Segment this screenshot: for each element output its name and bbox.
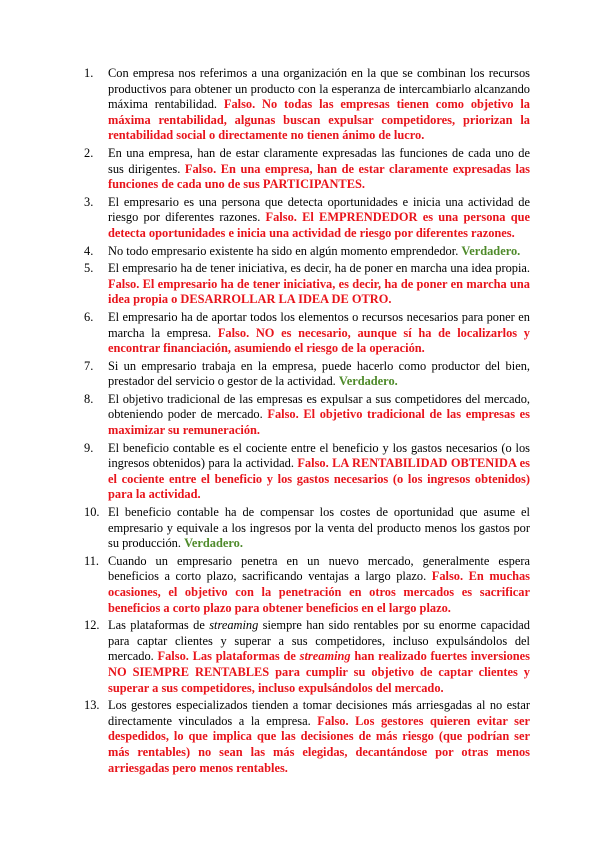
statement-text: El beneficio contable ha de compensar los costes de oportunidad que asume el empresario y equivale a los ingresos por la venta del producto menos los gastos por su producción. bbox=[108, 505, 530, 551]
answer-text-pre: Falso. Las plataformas de bbox=[157, 649, 300, 664]
statement-text-pre: Las plataformas de bbox=[108, 618, 210, 633]
list-item bbox=[84, 261, 530, 308]
answer-falso: Falso. En una empresa, han de estar claramente expresadas las funciones de cada uno de sus PARTICIPANTES. bbox=[108, 161, 530, 192]
statement-text: Si un empresario trabaja en la empresa, puede hacerlo como productor del bien, prestador del servicio o gestor de la actividad. bbox=[108, 358, 530, 389]
answer-falso: Falso. Los gestores quieren evitar ser despedidos, lo que implica que las decisiones de más riesgo (que podrían ser más rentables) no sean las más elegidas, decantándose por otras menos arriesgadas pero menos rentables. bbox=[108, 713, 530, 775]
list-item bbox=[84, 392, 530, 439]
list-item bbox=[84, 441, 530, 503]
statement-text: El empresario es una persona que detecta oportunidades e inicia una actividad de riesgo por diferentes razones. bbox=[108, 194, 530, 225]
answer-emphasis: streaming bbox=[299, 649, 351, 664]
statement-text: El empresario ha de aportar todos los elementos o recursos necesarios para poner en marcha la empresa. bbox=[108, 309, 530, 340]
statement-text-post: siempre han sido rentables por su enorme capacidad para captar clientes y superar a sus competidores, incluso expulsándolos del mercado. bbox=[108, 618, 530, 664]
answer-falso: Falso. En muchas ocasiones, el objetivo con la penetración en otros mercados es sacrificar beneficios a corto plazo para obtener beneficios en el largo plazo. bbox=[108, 569, 530, 615]
answer-falso bbox=[108, 649, 530, 694]
statement-text: No todo empresario existente ha sido en algún momento emprendedor. bbox=[108, 243, 459, 258]
list-item bbox=[84, 146, 530, 193]
item-number: 9. bbox=[84, 440, 94, 455]
item-number: 2. bbox=[84, 145, 94, 160]
answer-verdadero: Verdadero. bbox=[184, 536, 243, 551]
statement-text: Los gestores especializados tienden a tomar decisiones más arriesgadas al no estar directamente vinculados a la empresa. bbox=[108, 698, 530, 728]
statement-emphasis: streaming bbox=[209, 618, 259, 633]
item-number: 12. bbox=[84, 618, 100, 633]
item-number: 3. bbox=[84, 194, 94, 209]
list-item bbox=[84, 698, 530, 776]
statement-text: El beneficio contable es el cociente entre el beneficio y los gastos necesarios (o los ingresos obtenidos) para la actividad. bbox=[108, 440, 530, 471]
statement-text: Con empresa nos referimos a una organización en la que se combinan los recursos productivos para obtener un producto con la esperanza de intercambiarlo alcanzando máxima rentabilidad. bbox=[108, 66, 530, 112]
item-number: 6. bbox=[84, 309, 94, 324]
list-item bbox=[84, 66, 530, 144]
question-list bbox=[84, 66, 530, 776]
item-number: 1. bbox=[84, 66, 94, 80]
item-number: 5. bbox=[84, 261, 94, 276]
answer-falso: Falso. NO es necesario, aunque sí ha de localizarlos y encontrar financiación, asumiendo el riesgo de la operación. bbox=[108, 325, 530, 356]
item-number: 4. bbox=[84, 243, 94, 258]
list-item bbox=[84, 618, 530, 696]
answer-falso: Falso. El objetivo tradicional de las empresas es maximizar su remuneración. bbox=[108, 407, 531, 438]
answer-falso: Falso. El empresario ha de tener iniciativa, es decir, ha de poner en marcha una idea propia o DESARROLLAR LA IDEA DE OTRO. bbox=[108, 276, 530, 307]
answer-falso: Falso. No todas las empresas tienen como objetivo la máxima rentabilidad, algunas buscan expulsar competidores, priorizan la rentabilidad social o directamente no tienen ánimo de lucro. bbox=[108, 97, 530, 143]
answer-text-post: han realizado fuertes inversiones NO SIEMPRE RENTABLES para cumplir su objetivo de captar clientes y superar a sus competidores, incluso expulsándolos del mercado. bbox=[108, 649, 530, 695]
answer-falso: Falso. LA RENTABILIDAD OBTENIDA es el cociente entre el beneficio y los gastos necesarios (o los ingresos obtenidos) para la actividad. bbox=[108, 456, 530, 502]
list-item bbox=[84, 554, 530, 616]
item-number: 7. bbox=[84, 358, 94, 373]
list-item bbox=[84, 195, 530, 242]
answer-verdadero: Verdadero. bbox=[338, 374, 398, 389]
item-number: 11. bbox=[84, 553, 100, 568]
statement-text: El objetivo tradicional de las empresas es expulsar a sus competidores del mercado, obteniendo poder de mercado. bbox=[108, 391, 530, 422]
answer-verdadero: Verdadero. bbox=[461, 243, 521, 258]
statement-text: Cuando un empresario penetra en un nuevo mercado, generalmente espera beneficios a corto plazo, sacrificando ventajas a largo plazo. bbox=[108, 553, 530, 584]
list-item bbox=[84, 359, 530, 390]
statement-text: En una empresa, han de estar claramente expresadas las funciones de cada uno de sus dirigentes. bbox=[108, 145, 530, 176]
list-item bbox=[84, 505, 530, 552]
answer-falso: Falso. El EMPRENDEDOR es una persona que detecta oportunidades e inicia una actividad de riesgo por diferentes razones. bbox=[108, 210, 531, 240]
list-item bbox=[84, 244, 530, 260]
statement-text: El empresario ha de tener iniciativa, es decir, ha de poner en marcha una idea propia. bbox=[108, 261, 530, 276]
item-number: 13. bbox=[84, 698, 100, 713]
list-item bbox=[84, 310, 530, 357]
item-number: 10. bbox=[84, 505, 100, 520]
item-number: 8. bbox=[84, 391, 94, 406]
